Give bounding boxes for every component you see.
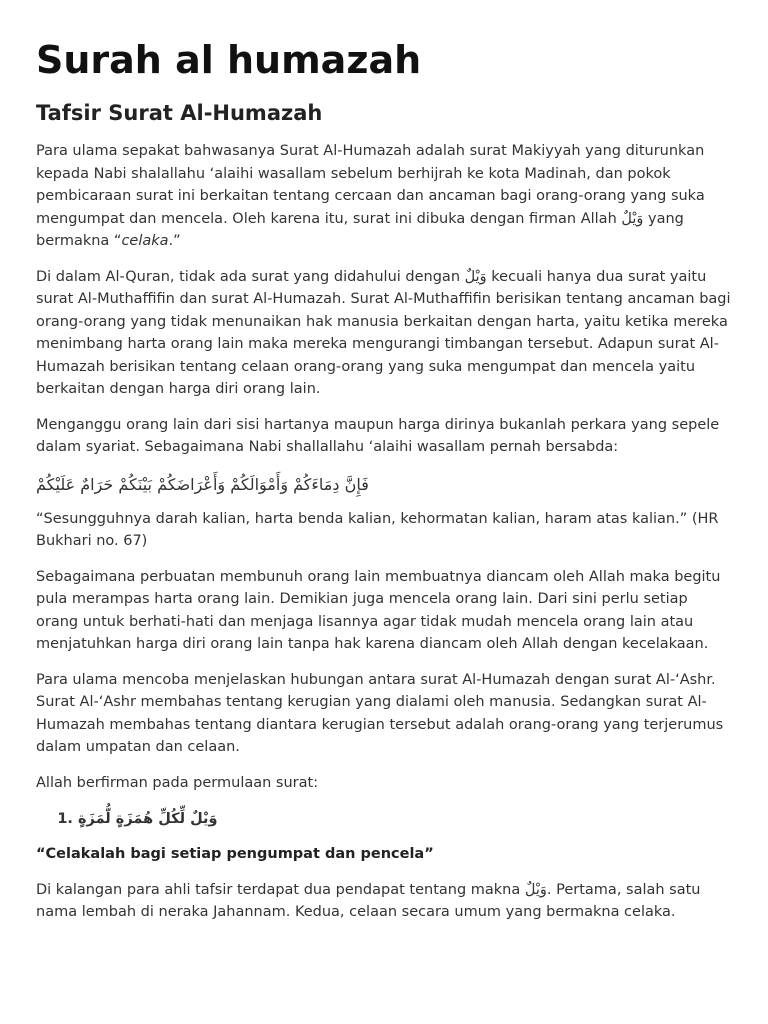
article-subtitle: Tafsir Surat Al-Humazah xyxy=(36,101,323,125)
paragraph-tafsir-opinions-text-2: . Pertama, salah satu nama lembah di neraka Jahannam. Kedua, celaan secara umum yang bermakna celaka. xyxy=(36,881,701,920)
hadith-arabic-text: فَإِنَّ دِمَاءَكُمْ وَأَمْوَالَكُمْ وَأَعْرَاضَكُمْ بَيْنَكُمْ حَرَامٌ عَلَيْكُمْ xyxy=(36,474,369,494)
page-title: Surah al humazah xyxy=(36,38,422,82)
paragraph-intro-text-3: .” xyxy=(168,233,181,249)
paragraph-intro-text-1: Para ulama sepakat bahwasanya Surat Al-Humazah adalah surat Makiyyah yang diturunkan kepada Nabi shalallahu ‘alaihi wasallam sebelum berhijrah ke kota Madinah, dan pokok pembicaraan surat ini berkaitan tentang cercaan dan ancaman bagi orang-orang yang suka mengumpat dan mencela. Oleh karena itu, surat ini dibuka dengan firman Allah xyxy=(36,143,705,227)
paragraph-intro xyxy=(36,140,732,253)
paragraph-quran-context-text-1: Di dalam Al-Quran, tidak ada surat yang didahului dengan xyxy=(36,268,465,285)
verse-1-arabic: وَيْلٌ لِّكُلِّ هُمَزَةٍ لُّمَزَةٍ xyxy=(78,811,218,827)
paragraph-intro-italic: celaka xyxy=(121,233,169,249)
paragraph-warning: Sebagaimana perbuatan membunuh orang lain membuatnya diancam oleh Allah maka begitu pula merampas harta orang lain. Demikian juga mencela orang lain. Dari sini perlu setiap orang untuk berhati-hati dan menjaga lisannya agar tidak mudah mencela orang lain atau menjatuhkan harga diri orang lain tanpa hak karena diancam oleh Allah dengan kecelakaan. xyxy=(36,568,721,652)
paragraph-tafsir-opinions xyxy=(36,879,732,924)
arabic-word-wail: وَيْلٌ xyxy=(464,268,487,285)
verse-list-item xyxy=(78,807,732,831)
paragraph-quran-context-text-2: kecuali hanya dua surat yaitu surat Al-Muthaffifin dan surat Al-Humazah. Surat Al-Muthaffifin berisikan tentang ancaman bagi orang-orang yang tidak menunaikan hak manusia berkaitan dengan harta, yaitu ketika mereka menimbang harta orang lain maka mereka mengurangi timbangan tersebut. Adapun surat Al-Humazah berisikan tentang celaan orang-orang yang suka mengumpat dan mencela yaitu berkaitan dengan harga diri orang lain. xyxy=(36,268,731,397)
hadith-translation: “Sesungguhnya darah kalian, harta benda kalian, kehormatan kalian, haram atas kalian.” (HR Bukhari no. 67) xyxy=(36,510,719,549)
paragraph-verse-intro: Allah berfirman pada permulaan surat: xyxy=(36,774,319,791)
paragraph-intro-text-2: yang bermakna “ xyxy=(36,210,684,249)
paragraph-relation-al-ashr: Para ulama mencoba menjelaskan hubungan antara surat Al-Humazah dengan surat Al-‘Ashr. Surat Al-‘Ashr membahas tentang kerugian yang dialami oleh manusia. Sedangkan surat Al-Humazah membahas tentang diantara kerugian tersebut adalah orang-orang yang terjerumus dalam umpatan dan celaan. xyxy=(36,671,724,755)
arabic-word-wail: وَيْلٌ xyxy=(524,881,547,898)
arabic-word-wail: وَيْلٌ xyxy=(621,210,644,227)
verse-list xyxy=(36,807,732,831)
verse-1-translation: “Celakalah bagi setiap pengumpat dan pencela” xyxy=(36,846,434,862)
paragraph-syariat: Menganggu orang lain dari sisi hartanya maupun harga dirinya bukanlah perkara yang sepele dalam syariat. Sebagaimana Nabi shallallahu ‘alaihi wasallam pernah bersabda: xyxy=(36,416,720,455)
paragraph-quran-context xyxy=(36,266,732,401)
paragraph-tafsir-opinions-text-1: Di kalangan para ahli tafsir terdapat dua pendapat tentang makna xyxy=(36,881,525,898)
